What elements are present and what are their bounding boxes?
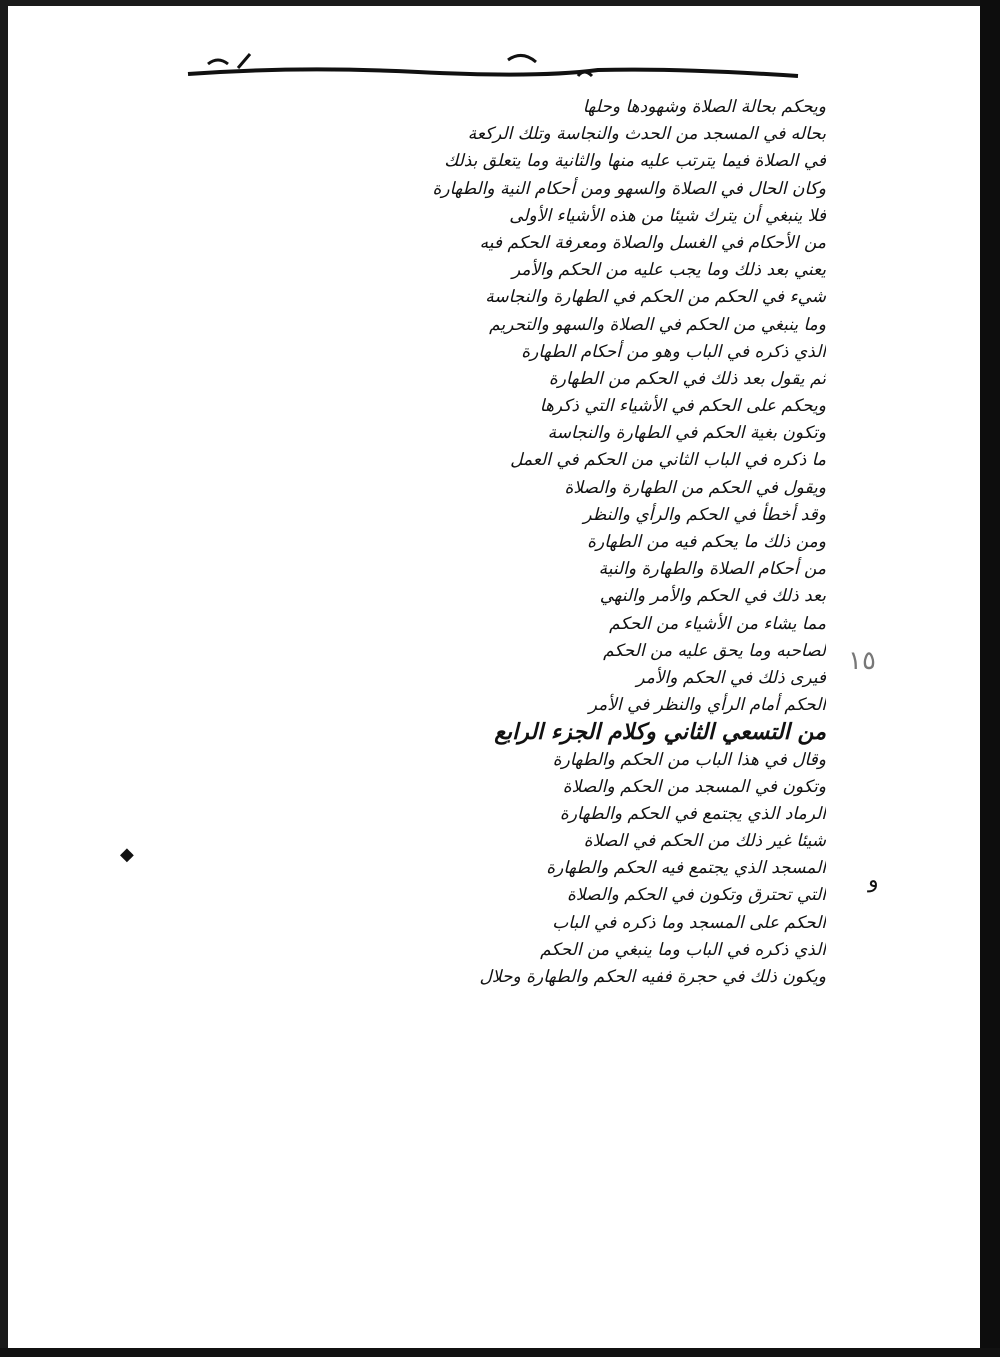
manuscript-line: وتكون في المسجد من الحكم والصلاة: [562, 776, 826, 797]
manuscript-line: مما يشاء من الأشياء من الحكم: [609, 613, 826, 634]
manuscript-line: لصاحبه وما يحق عليه من الحكم: [603, 640, 826, 661]
manuscript-text-block: [86, 94, 826, 1224]
manuscript-line: ويحكم على الحكم في الأشياء التي ذكرها: [539, 396, 826, 417]
manuscript-line: ويقول في الحكم من الطهارة والصلاة: [564, 477, 826, 498]
manuscript-line: بعد ذلك في الحكم والأمر والنهي: [599, 586, 826, 607]
manuscript-line: ويحكم بحالة الصلاة وشهودها وحلها: [582, 97, 826, 117]
manuscript-line: يعني بعد ذلك وما يجب عليه من الحكم والأمر: [511, 260, 826, 281]
manuscript-line: الذي ذكره في الباب وما ينبغي من الحكم: [540, 939, 826, 960]
manuscript-page: [8, 6, 980, 1348]
manuscript-line: من أحكام الصلاة والطهارة والنية: [598, 559, 826, 580]
margin-ink-mark: و: [868, 868, 879, 893]
manuscript-line: الحكم على المسجد وما ذكره في الباب: [552, 912, 826, 933]
manuscript-line: شيئا غير ذلك من الحكم في الصلاة: [583, 831, 826, 852]
manuscript-line: الرماد الذي يجتمع في الحكم والطهارة: [559, 803, 826, 824]
manuscript-line: التي تحترق وتكون في الحكم والصلاة: [566, 885, 826, 906]
manuscript-line: وتكون بغية الحكم في الطهارة والنجاسة: [547, 423, 826, 444]
manuscript-line: من الأحكام في الغسل والصلاة ومعرفة الحكم فيه: [479, 232, 826, 253]
scan-edge-right: [980, 0, 1000, 1357]
manuscript-line: الذي ذكره في الباب وهو من أحكام الطهارة: [521, 341, 826, 362]
manuscript-line: الحكم أمام الرأي والنظر في الأمر: [588, 695, 826, 716]
manuscript-line: وما ينبغي من الحكم في الصلاة والسهو والتحريم: [489, 314, 826, 335]
manuscript-line: شيء في الحكم من الحكم في الطهارة والنجاسة: [485, 287, 826, 308]
manuscript-line: وقد أخطأ في الحكم والرأي والنظر: [583, 504, 826, 525]
manuscript-line: بحاله في المسجد من الحدث والنجاسة وتلك الركعة: [467, 124, 826, 145]
ink-dot-mark: ◆: [120, 844, 134, 865]
manuscript-line: وكان الحال في الصلاة والسهو ومن أحكام النية والطهارة: [432, 178, 826, 199]
manuscript-line: ثم يقول بعد ذلك في الحكم من الطهارة: [548, 368, 826, 389]
header-ornament: [178, 46, 808, 86]
manuscript-line: فلا ينبغي أن يترك شيئا من هذه الأشياء الأولى: [509, 205, 826, 226]
manuscript-line: في الصلاة فيما يترتب عليه منها والثانية وما يتعلق بذلك: [444, 151, 826, 172]
manuscript-line: المسجد الذي يجتمع فيه الحكم والطهارة: [546, 858, 826, 879]
manuscript-line: ما ذكره في الباب الثاني من الحكم في العمل: [510, 450, 826, 471]
manuscript-line: فيرى ذلك في الحكم والأمر: [636, 667, 826, 688]
scan-edge-bottom: [0, 1348, 1000, 1357]
margin-numeral: ١٥: [848, 646, 876, 676]
manuscript-line: وقال في هذا الباب من الحكم والطهارة: [552, 749, 826, 770]
section-heading-line: من التسعي الثاني وكلام الجزء الرابع: [494, 720, 826, 746]
manuscript-line: ويكون ذلك في حجرة ففيه الحكم والطهارة وحلال: [479, 967, 826, 987]
manuscript-line: ومن ذلك ما يحكم فيه من الطهارة: [587, 532, 826, 552]
